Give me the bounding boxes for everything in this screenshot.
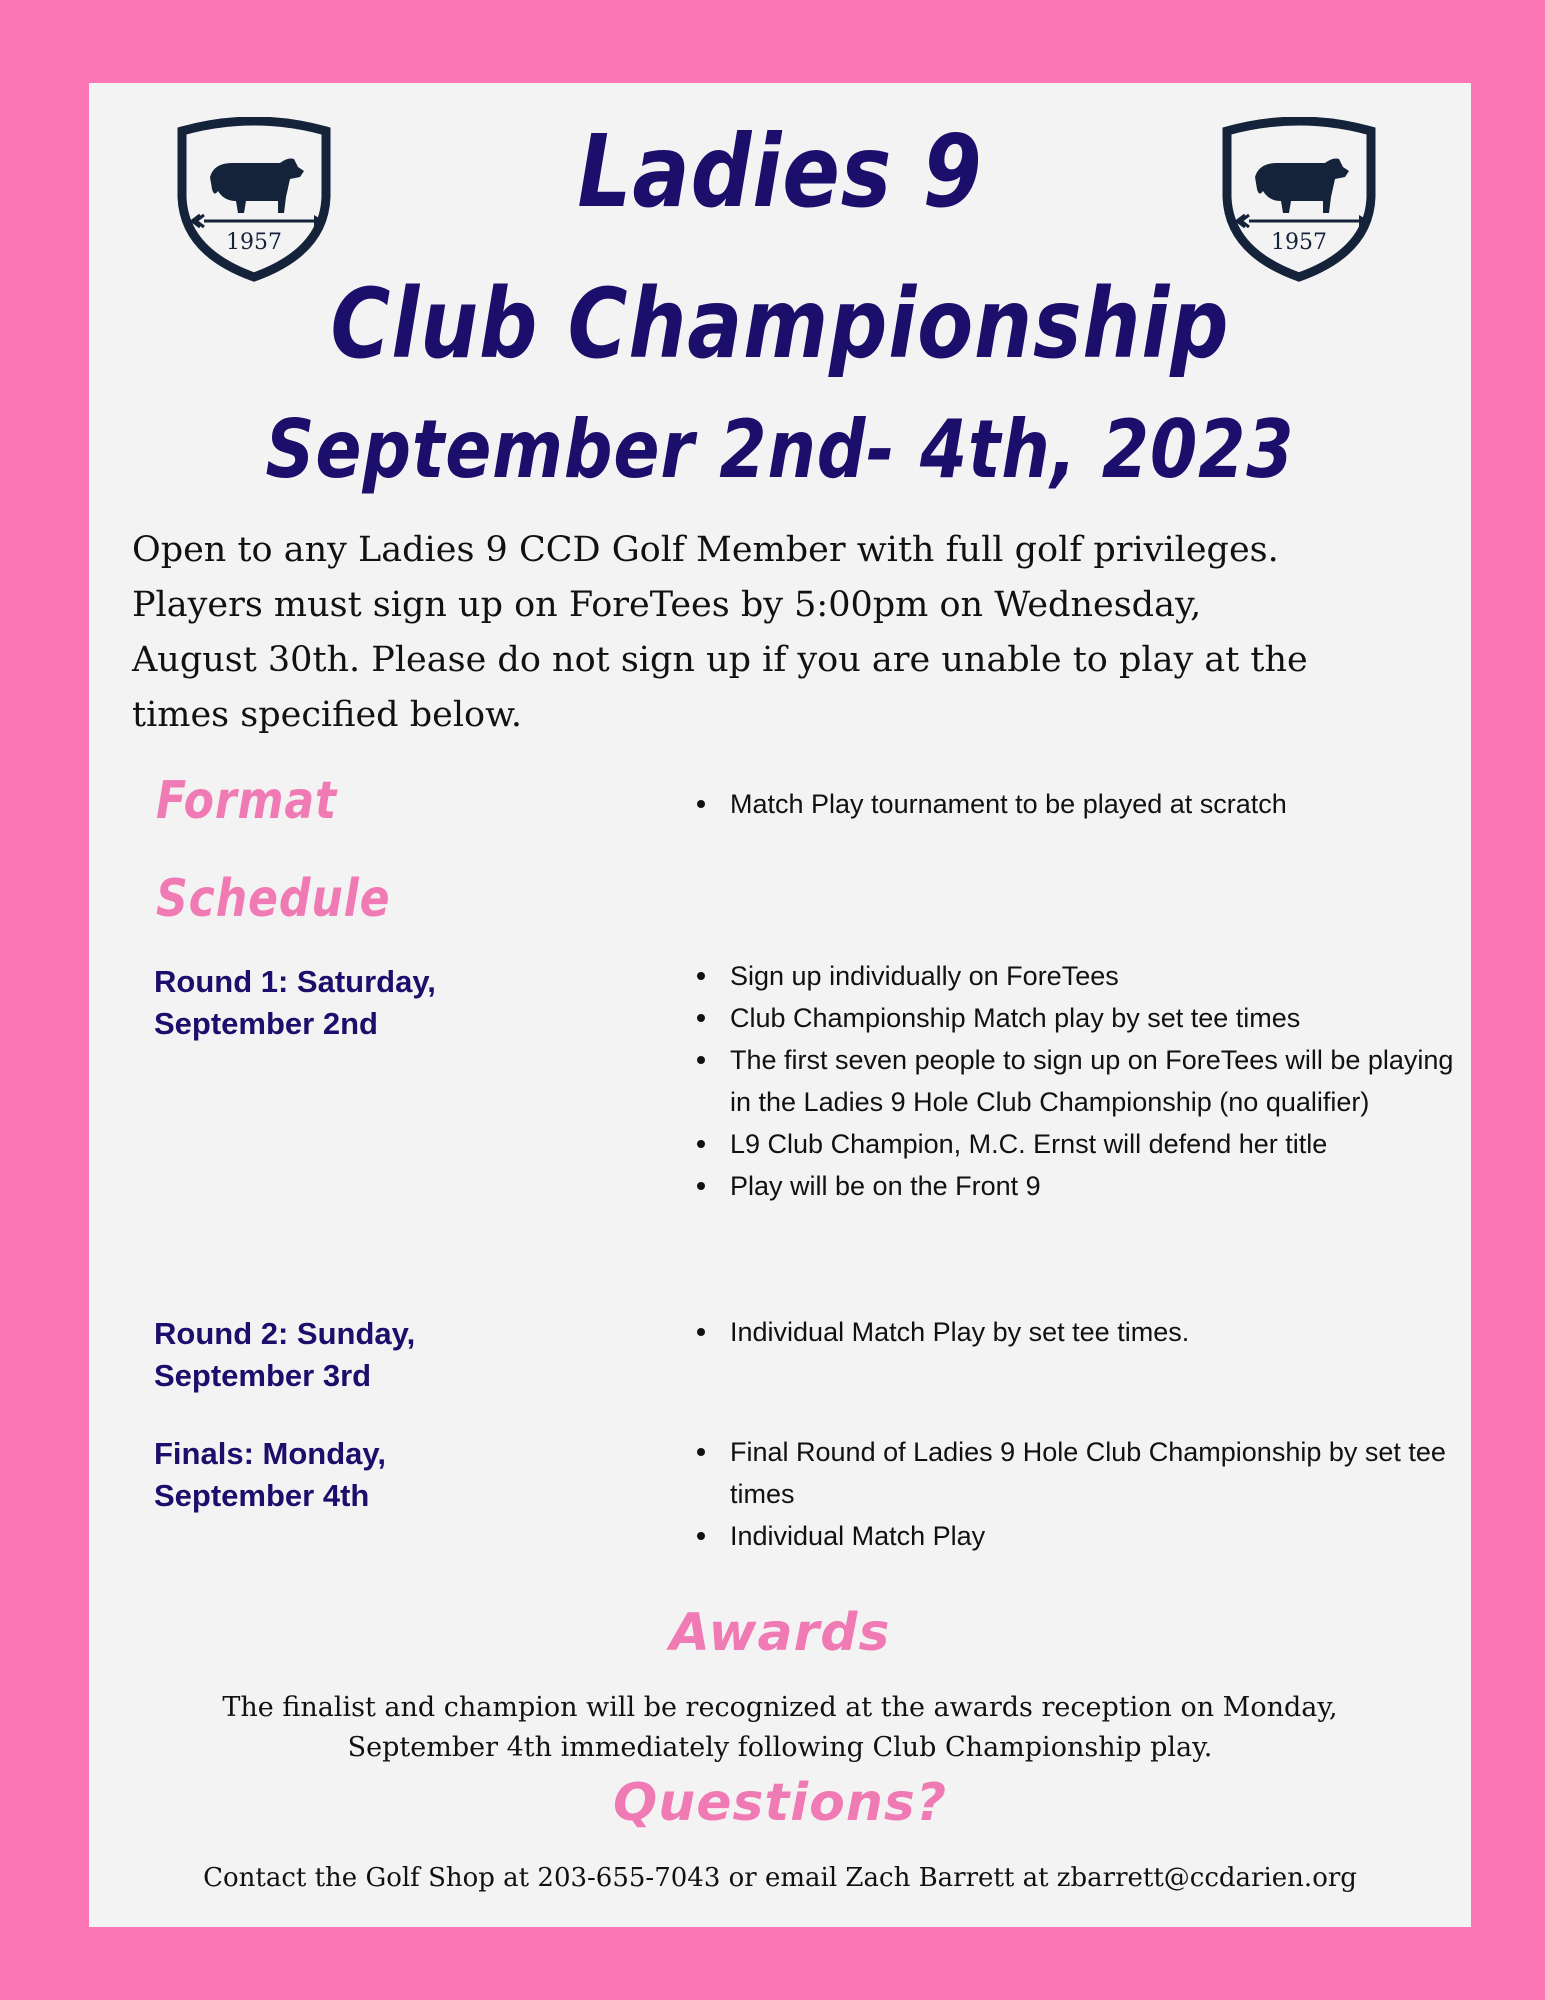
bullet-item: Individual Match Play by set tee times. <box>697 1311 1467 1353</box>
format-bullets <box>697 783 1467 825</box>
awards-heading: Awards <box>669 1603 891 1663</box>
round-label-line: September 4th <box>154 1478 370 1513</box>
questions-heading: Questions? <box>613 1773 947 1833</box>
bullet-item: Club Championship Match play by set tee times <box>697 997 1467 1039</box>
round-label-line: Round 2: Sunday, <box>154 1316 416 1351</box>
questions-contact-text: Contact the Golf Shop at 203-655-7043 or email Zach Barrett at zbarrett@ccdarien.org <box>203 1863 1357 1893</box>
intro-line: times specified below. <box>132 695 523 735</box>
title-dates: September 2nd- 4th, 2023 <box>265 403 1295 496</box>
intro-line: Open to any Ladies 9 CCD Golf Member with full golf privileges. <box>132 530 1279 570</box>
round-2-bullets <box>697 1311 1467 1353</box>
round-label-line: September 2nd <box>154 1006 378 1041</box>
title-ladies-9: Ladies 9 <box>577 113 983 230</box>
title-club-championship: Club Championship <box>330 268 1230 380</box>
bullet-item: Final Round of Ladies 9 Hole Club Championship by set tee times <box>697 1431 1467 1515</box>
format-heading: Format <box>156 771 338 831</box>
intro-line: August 30th. Please do not sign up if you are unable to play at the <box>132 640 1308 680</box>
awards-line: September 4th immediately following Club Championship play. <box>347 1732 1213 1763</box>
awards-line: The finalist and champion will be recognized at the awards reception on Monday, <box>222 1692 1338 1723</box>
crest-year: 1957 <box>1271 230 1327 255</box>
round-label-line: Finals: Monday, <box>154 1436 386 1471</box>
finals-label <box>154 1433 386 1517</box>
intro-line: Players must sign up on ForeTees by 5:00pm on Wednesday, <box>132 585 1202 625</box>
awards-text <box>89 1688 1471 1768</box>
bullet-item: Individual Match Play <box>697 1515 1467 1557</box>
round-1-label <box>154 961 436 1045</box>
bullet-item: Play will be on the Front 9 <box>697 1165 1467 1207</box>
round-label-line: Round 1: Saturday, <box>154 964 436 999</box>
bullet-item: The first seven people to sign up on ForeTees will be playing in the Ladies 9 Hole Club Championship (no qualifier) <box>697 1039 1467 1123</box>
round-2-label <box>154 1313 415 1397</box>
bullet-item: Sign up individually on ForeTees <box>697 955 1467 997</box>
finals-bullets <box>697 1431 1467 1557</box>
bullet-item: Match Play tournament to be played at scratch <box>697 783 1467 825</box>
round-1-bullets <box>697 955 1467 1207</box>
intro-paragraph <box>132 523 1452 743</box>
crest-year: 1957 <box>226 230 282 255</box>
bullet-item: L9 Club Champion, M.C. Ernst will defend her title <box>697 1123 1467 1165</box>
flyer-sheet <box>89 83 1471 1927</box>
schedule-heading: Schedule <box>156 869 391 929</box>
round-label-line: September 3rd <box>154 1358 372 1393</box>
